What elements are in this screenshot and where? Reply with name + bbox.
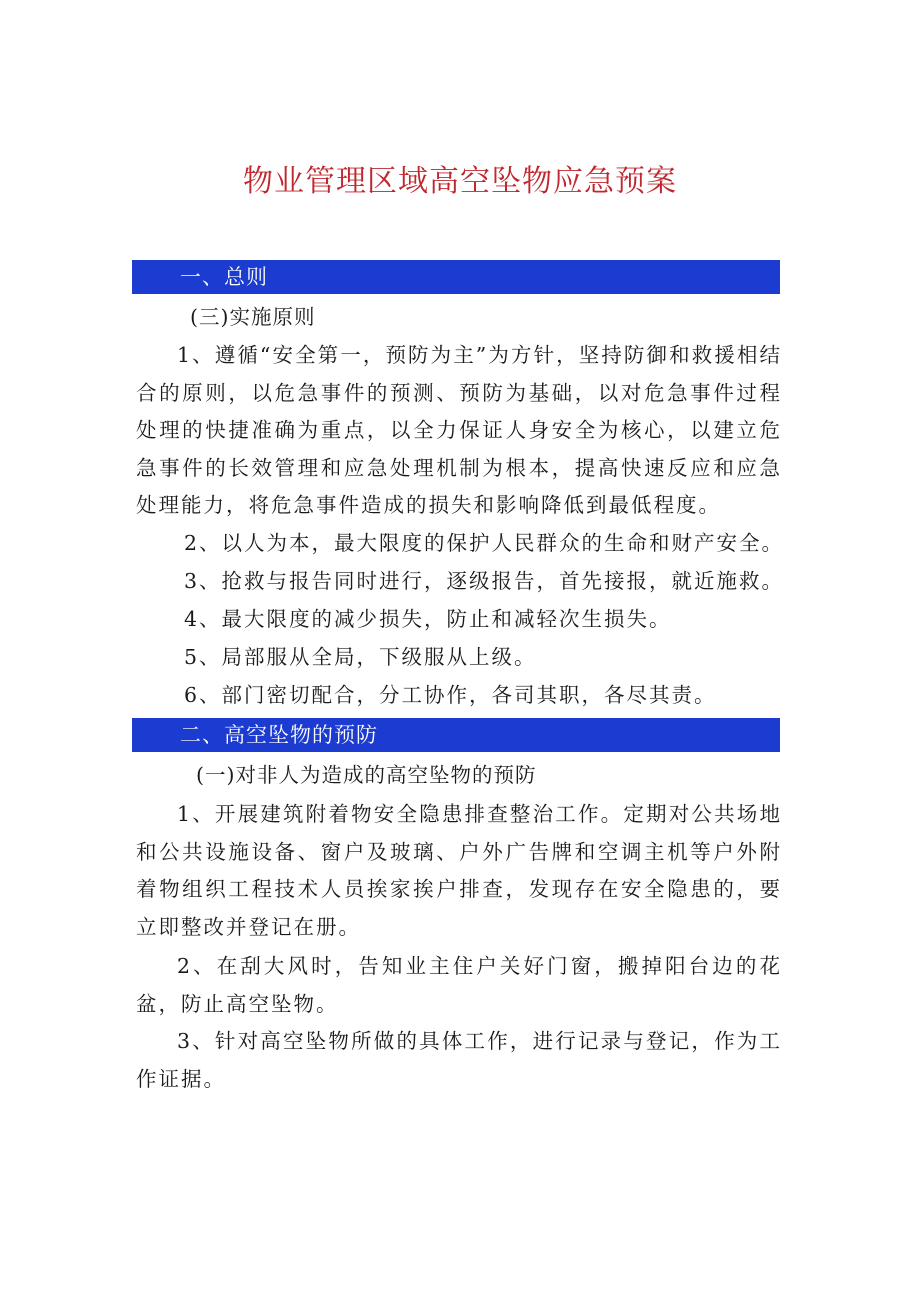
prevention-2-text: 2、在刮大风时，告知业主住户关好门窗，搬掉阳台边的花盆，防止高空坠物。 bbox=[136, 954, 782, 1016]
paragraph-principle-1 bbox=[136, 337, 782, 525]
principle-4-text: 4、最大限度的减少损失，防止和减轻次生损失。 bbox=[184, 607, 672, 631]
paragraph-prevention-2 bbox=[136, 948, 782, 1023]
principle-3-text: 3、抢救与报告同时进行，逐级报告，首先接报，就近施救。 bbox=[184, 569, 785, 593]
paragraph-prevention-3 bbox=[136, 1023, 782, 1098]
subheading-principles: (三)实施原则 bbox=[190, 305, 316, 329]
section-heading-general: 一、总则 bbox=[132, 260, 780, 294]
principle-1-text: 1、遵循“安全第一，预防为主”为方针，坚持防御和救援相结合的原则，以危急事件的预测、预防为基础，以对危急事件过程处理的快捷准确为重点，以全力保证人身安全为核心，以建立危急事件的长效管理和应急处理机制为根本，提高快速反应和应急处理能力，将危急事件造成的损失和影响降低到最低程度。 bbox=[136, 343, 782, 518]
section-heading-prevention: 二、高空坠物的预防 bbox=[132, 718, 780, 752]
principle-6-text: 6、部门密切配合，分工协作，各司其职，各尽其责。 bbox=[184, 683, 717, 707]
prevention-3-text: 3、针对高空坠物所做的具体工作，进行记录与登记，作为工作证据。 bbox=[136, 1029, 782, 1091]
principle-2-text: 2、以人为本，最大限度的保护人民群众的生命和财产安全。 bbox=[184, 531, 785, 555]
document-title: 物业管理区域高空坠物应急预案 bbox=[243, 164, 677, 199]
paragraph-prevention-1 bbox=[136, 796, 782, 946]
prevention-1-text: 1、开展建筑附着物安全隐患排查整治工作。定期对公共场地和公共设施设备、窗户及玻璃、户外广告牌和空调主机等户外附着物组织工程技术人员挨家挨户排查，发现存在安全隐患的，要立即整改并登记在册。 bbox=[136, 802, 782, 939]
subheading-non-human-prevention: (一)对非人为造成的高空坠物的预防 bbox=[196, 763, 537, 787]
principle-5-text: 5、局部服从全局，下级服从上级。 bbox=[184, 645, 537, 669]
